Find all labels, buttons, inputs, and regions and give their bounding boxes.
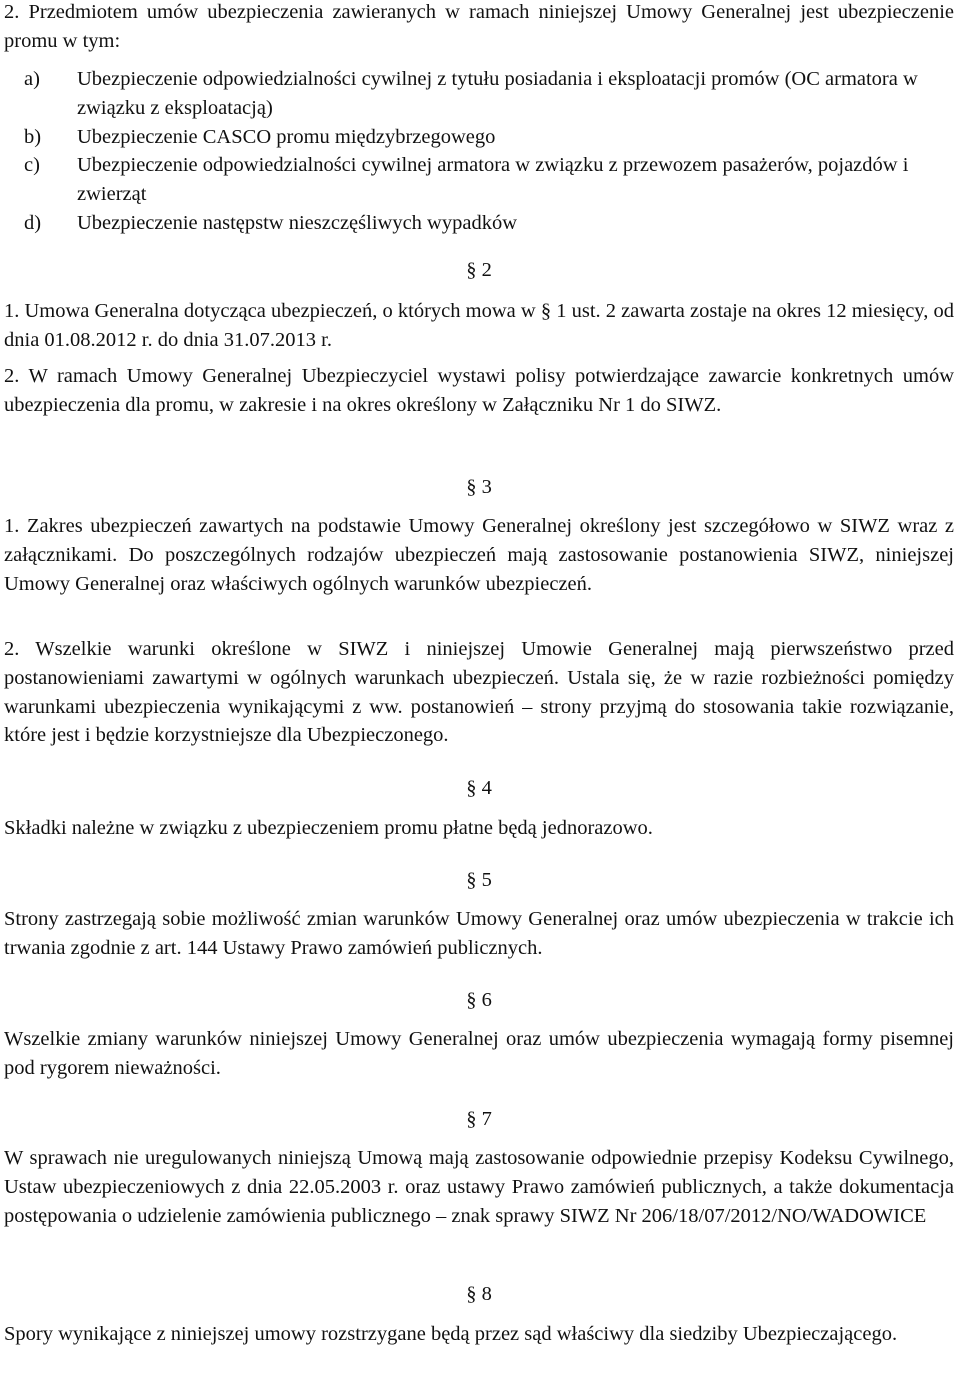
section-3-paragraph-2: 2. Wszelkie warunki określone w SIWZ i niniejszej Umowie Generalnej mają pierwszeństwo przed postanowieniami zawartymi w ogólnych warunkach ubezpieczeń. Ustala się, że w razie rozbieżności pomiędzy warunkami ubezpieczenia wynikającymi z ww. postanowień – strony przyjmą do stosowania takie rozwiązanie, które jest i będzie korzystniejsze dla Ubezpieczonego. [4,638,954,747]
section-2-paragraph-2: 2. W ramach Umowy Generalnej Ubezpieczyciel wystawi polisy potwierdzające zawarcie konkretnych umów ubezpieczenia dla promu, w zakresie i na okres określony w Załączniku Nr 1 do SIWZ. [4,365,954,416]
section-heading-7: § 7 [466,1108,492,1130]
list-item-text: Ubezpieczenie CASCO promu międzybrzegowego [77,125,496,148]
section-heading-3: § 3 [466,476,492,498]
section-3-paragraph-1: 1. Zakres ubezpieczeń zawartych na podstawie Umowy Generalnej określony jest szczegółowo w SIWZ wraz z załącznikami. Do poszczególnych rodzajów ubezpieczeń mają zastosowanie postanowienia SIWZ, niniejszej Umowy Generalnej oraz właściwych ogólnych warunków ubezpieczeń. [4,515,954,595]
list-item [24,123,954,152]
section-8-paragraph: Spory wynikające z niniejszej umowy rozstrzygane będą przez sąd właściwy dla siedziby Ubezpieczającego. [4,1323,898,1345]
section-2-paragraph-1: 1. Umowa Generalna dotycząca ubezpieczeń, o których mowa w § 1 ust. 2 zawarta zostaje na okres 12 miesięcy, od dnia 01.08.2012 r. do dnia 31.07.2013 r. [4,300,954,351]
list-item [24,209,954,238]
list-item-text: Ubezpieczenie odpowiedzialności cywilnej z tytułu posiadania i eksploatacji promów (OC armatora w związku z eksploatacją) [77,68,918,119]
list-item [24,151,954,209]
list-item [24,65,954,123]
list-item-text: Ubezpieczenie następstw nieszczęśliwych wypadków [77,211,518,234]
list-item-label: a) [24,68,40,90]
section-heading-4: § 4 [466,777,492,799]
insurance-list [24,65,954,238]
section-5-paragraph: Strony zastrzegają sobie możliwość zmian warunków Umowy Generalnej oraz umów ubezpieczenia w trakcie ich trwania zgodnie z art. 144 Ustawy Prawo zamówień publicznych. [4,908,954,959]
section-heading-6: § 6 [466,989,492,1011]
list-item-text: Ubezpieczenie odpowiedzialności cywilnej armatora w związku z przewozem pasażerów, pojazdów i zwierząt [77,154,909,206]
list-item-label: c) [24,154,40,177]
section-6-paragraph: Wszelkie zmiany warunków niniejszej Umowy Generalnej oraz umów ubezpieczenia wymagają formy pisemnej pod rygorem nieważności. [4,1028,954,1079]
section-4-paragraph: Składki należne w związku z ubezpieczeniem promu płatne będą jednorazowo. [4,817,653,839]
section-7-paragraph: W sprawach nie uregulowanych niniejszą Umową mają zastosowanie odpowiednie przepisy Kodeksu Cywilnego, Ustaw ubezpieczeniowych z dnia 22.05.2003 r. oraz ustawy Prawo zamówień publicznych, a także dokumentacja postępowania o udzielenie zamówienia publicznego – znak sprawy SIWZ Nr 206/18/07/2012/NO/WADOWICE [4,1147,954,1227]
intro-paragraph: 2. Przedmiotem umów ubezpieczenia zawieranych w ramach niniejszej Umowy Generalnej jest ubezpieczenie promu w tym: [4,1,954,52]
section-heading-5: § 5 [466,869,492,891]
section-heading-8: § 8 [466,1283,492,1305]
list-item-label: b) [24,125,42,148]
list-item-label: d) [24,211,42,234]
section-heading-2: § 2 [466,259,492,281]
